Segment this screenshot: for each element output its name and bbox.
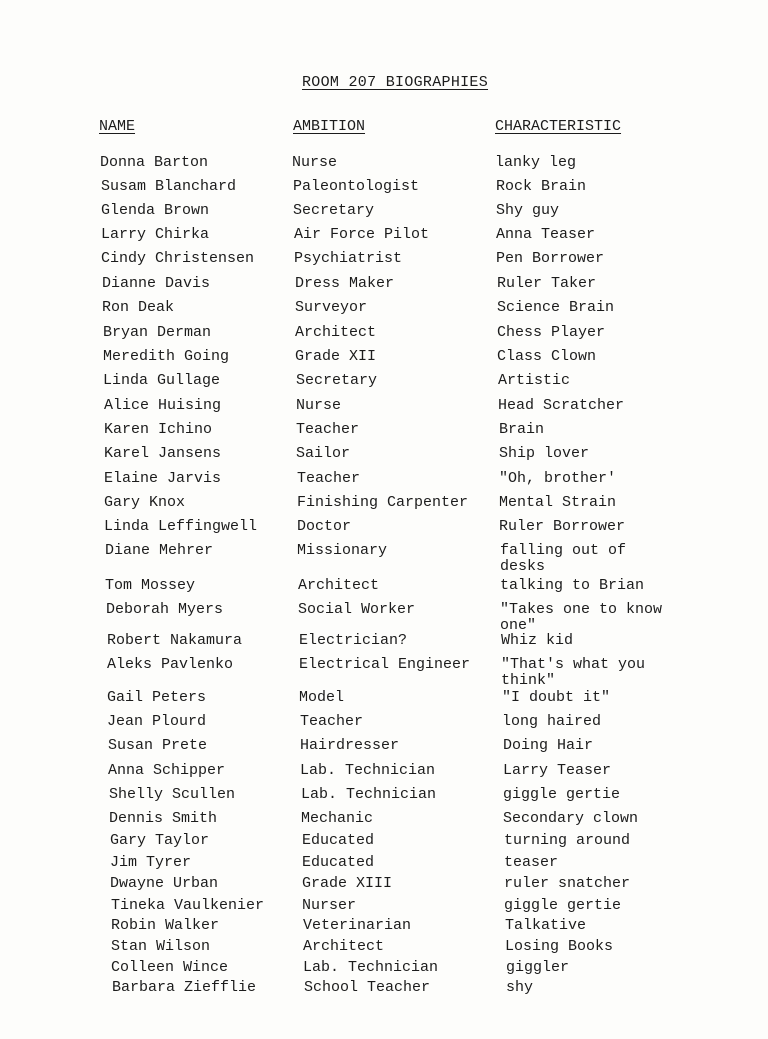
table-row: [0, 633, 768, 657]
student-characteristic: turning around: [504, 832, 631, 849]
student-characteristic: falling out of desks: [500, 542, 627, 575]
student-name: Jim Tyrer: [110, 854, 192, 871]
student-ambition: Nurse: [292, 154, 338, 171]
student-name: Tineka Vaulkenier: [111, 897, 265, 914]
student-ambition: Model: [299, 689, 345, 706]
header-name: NAME: [99, 118, 136, 135]
student-ambition: Electrician?: [299, 632, 408, 649]
student-name: Larry Chirka: [101, 226, 210, 243]
student-ambition: School Teacher: [304, 979, 431, 996]
student-name: Karel Jansens: [104, 445, 222, 462]
student-ambition: Teacher: [297, 470, 361, 487]
table-row: [0, 446, 768, 470]
student-ambition: Finishing Carpenter: [297, 494, 469, 511]
student-ambition: Psychiatrist: [294, 250, 403, 267]
table-row: [0, 203, 768, 227]
table-row: [0, 714, 768, 738]
student-name: Robert Nakamura: [107, 632, 243, 649]
student-characteristic: Ruler Borrower: [499, 518, 626, 535]
student-characteristic: Secondary clown: [503, 810, 639, 827]
student-name: Linda Leffingwell: [104, 518, 258, 535]
student-name: Elaine Jarvis: [104, 470, 222, 487]
student-name: Shelly Scullen: [109, 786, 236, 803]
student-ambition: Lab. Technician: [303, 959, 439, 976]
student-name: Dianne Davis: [102, 275, 211, 292]
student-ambition: Lab. Technician: [301, 786, 437, 803]
student-name: Gail Peters: [107, 689, 207, 706]
student-name: Stan Wilson: [111, 938, 211, 955]
student-ambition: Doctor: [297, 518, 352, 535]
student-characteristic: "Takes one to know one": [500, 601, 663, 634]
table-row: [0, 787, 768, 811]
table-row: [0, 422, 768, 446]
student-characteristic: "That's what you think": [501, 656, 646, 689]
student-characteristic: lanky leg: [495, 154, 577, 171]
student-ambition: Hairdresser: [300, 737, 400, 754]
table-row: [0, 325, 768, 349]
student-ambition: Secretary: [296, 372, 378, 389]
student-characteristic: Ruler Taker: [497, 275, 597, 292]
student-name: Robin Walker: [111, 917, 220, 934]
student-ambition: Nurse: [296, 397, 342, 414]
student-ambition: Electrical Engineer: [299, 656, 471, 673]
table-row: [0, 398, 768, 422]
student-ambition: Educated: [302, 832, 375, 849]
student-ambition: Secretary: [293, 202, 375, 219]
student-ambition: Grade XII: [295, 348, 377, 365]
table-row: [0, 601, 768, 634]
student-characteristic: Ship lover: [499, 445, 590, 462]
table-row: [0, 542, 768, 575]
student-characteristic: Pen Borrower: [496, 250, 605, 267]
student-characteristic: Losing Books: [505, 938, 614, 955]
student-characteristic: Talkative: [505, 917, 587, 934]
student-characteristic: Shy guy: [496, 202, 560, 219]
student-ambition: Surveyor: [295, 299, 368, 316]
student-ambition: Teacher: [296, 421, 360, 438]
student-name: Aleks Pavlenko: [107, 656, 234, 673]
student-name: Susan Prete: [108, 737, 208, 754]
student-characteristic: shy: [506, 979, 534, 996]
student-name: Deborah Myers: [106, 601, 224, 618]
student-characteristic: Science Brain: [497, 299, 615, 316]
student-name: Linda Gullage: [103, 372, 221, 389]
student-name: Gary Taylor: [110, 832, 210, 849]
student-name: Bryan Derman: [103, 324, 212, 341]
student-characteristic: Doing Hair: [503, 737, 594, 754]
table-row: [0, 656, 768, 689]
table-row: [0, 276, 768, 300]
student-characteristic: long haired: [502, 713, 602, 730]
student-name: Colleen Wince: [111, 959, 229, 976]
student-characteristic: Brain: [499, 421, 545, 438]
student-name: Cindy Christensen: [101, 250, 255, 267]
table-row: [0, 690, 768, 714]
table-row: [0, 227, 768, 251]
table-row: [0, 251, 768, 275]
table-row: [0, 495, 768, 519]
student-name: Diane Mehrer: [105, 542, 214, 559]
student-name: Donna Barton: [100, 154, 209, 171]
header-ambition: AMBITION: [293, 118, 366, 135]
student-name: Tom Mossey: [105, 577, 196, 594]
table-row: [0, 578, 768, 602]
student-ambition: Veterinarian: [303, 917, 412, 934]
student-ambition: Sailor: [296, 445, 351, 462]
student-name: Dennis Smith: [109, 810, 218, 827]
student-ambition: Nurser: [302, 897, 357, 914]
student-ambition: Teacher: [300, 713, 364, 730]
student-characteristic: "I doubt it": [502, 689, 611, 706]
student-characteristic: giggle gertie: [503, 786, 621, 803]
student-name: Karen Ichino: [104, 421, 213, 438]
student-ambition: Paleontologist: [293, 178, 420, 195]
table-row: [0, 179, 768, 203]
student-ambition: Missionary: [297, 542, 388, 559]
student-ambition: Grade XIII: [302, 875, 393, 892]
student-characteristic: teaser: [504, 854, 559, 871]
student-characteristic: giggle gertie: [504, 897, 622, 914]
student-characteristic: Whiz kid: [501, 632, 574, 649]
header-characteristic: CHARACTERISTIC: [495, 118, 622, 135]
student-characteristic: Larry Teaser: [503, 762, 612, 779]
student-characteristic: ruler snatcher: [504, 875, 631, 892]
page-title: ROOM 207 BIOGRAPHIES: [302, 74, 489, 91]
student-ambition: Architect: [295, 324, 377, 341]
student-name: Susam Blanchard: [101, 178, 237, 195]
student-characteristic: Rock Brain: [496, 178, 587, 195]
student-name: Alice Huising: [104, 397, 222, 414]
student-name: Ron Deak: [102, 299, 175, 316]
student-name: Meredith Going: [103, 348, 230, 365]
student-characteristic: Mental Strain: [499, 494, 617, 511]
table-row: [0, 155, 768, 179]
student-name: Gary Knox: [104, 494, 186, 511]
table-row: [0, 471, 768, 495]
student-name: Barbara Ziefflie: [112, 979, 257, 996]
student-characteristic: Class Clown: [497, 348, 597, 365]
table-row: [0, 980, 768, 1004]
student-ambition: Educated: [302, 854, 375, 871]
student-characteristic: Chess Player: [497, 324, 606, 341]
student-name: Jean Plourd: [107, 713, 207, 730]
student-ambition: Architect: [298, 577, 380, 594]
student-characteristic: "Oh, brother': [499, 470, 617, 487]
student-characteristic: Anna Teaser: [496, 226, 596, 243]
student-name: Glenda Brown: [101, 202, 210, 219]
student-ambition: Mechanic: [301, 810, 374, 827]
student-characteristic: giggler: [506, 959, 570, 976]
student-ambition: Dress Maker: [295, 275, 395, 292]
table-row: [0, 300, 768, 324]
table-row: [0, 373, 768, 397]
student-name: Anna Schipper: [108, 762, 226, 779]
student-ambition: Architect: [303, 938, 385, 955]
student-ambition: Lab. Technician: [300, 762, 436, 779]
student-ambition: Social Worker: [298, 601, 416, 618]
student-characteristic: talking to Brian: [500, 577, 645, 594]
student-ambition: Air Force Pilot: [294, 226, 430, 243]
table-row: [0, 738, 768, 762]
table-row: [0, 519, 768, 543]
table-row: [0, 763, 768, 787]
table-row: [0, 349, 768, 373]
student-characteristic: Artistic: [498, 372, 571, 389]
student-name: Dwayne Urban: [110, 875, 219, 892]
student-characteristic: Head Scratcher: [498, 397, 625, 414]
